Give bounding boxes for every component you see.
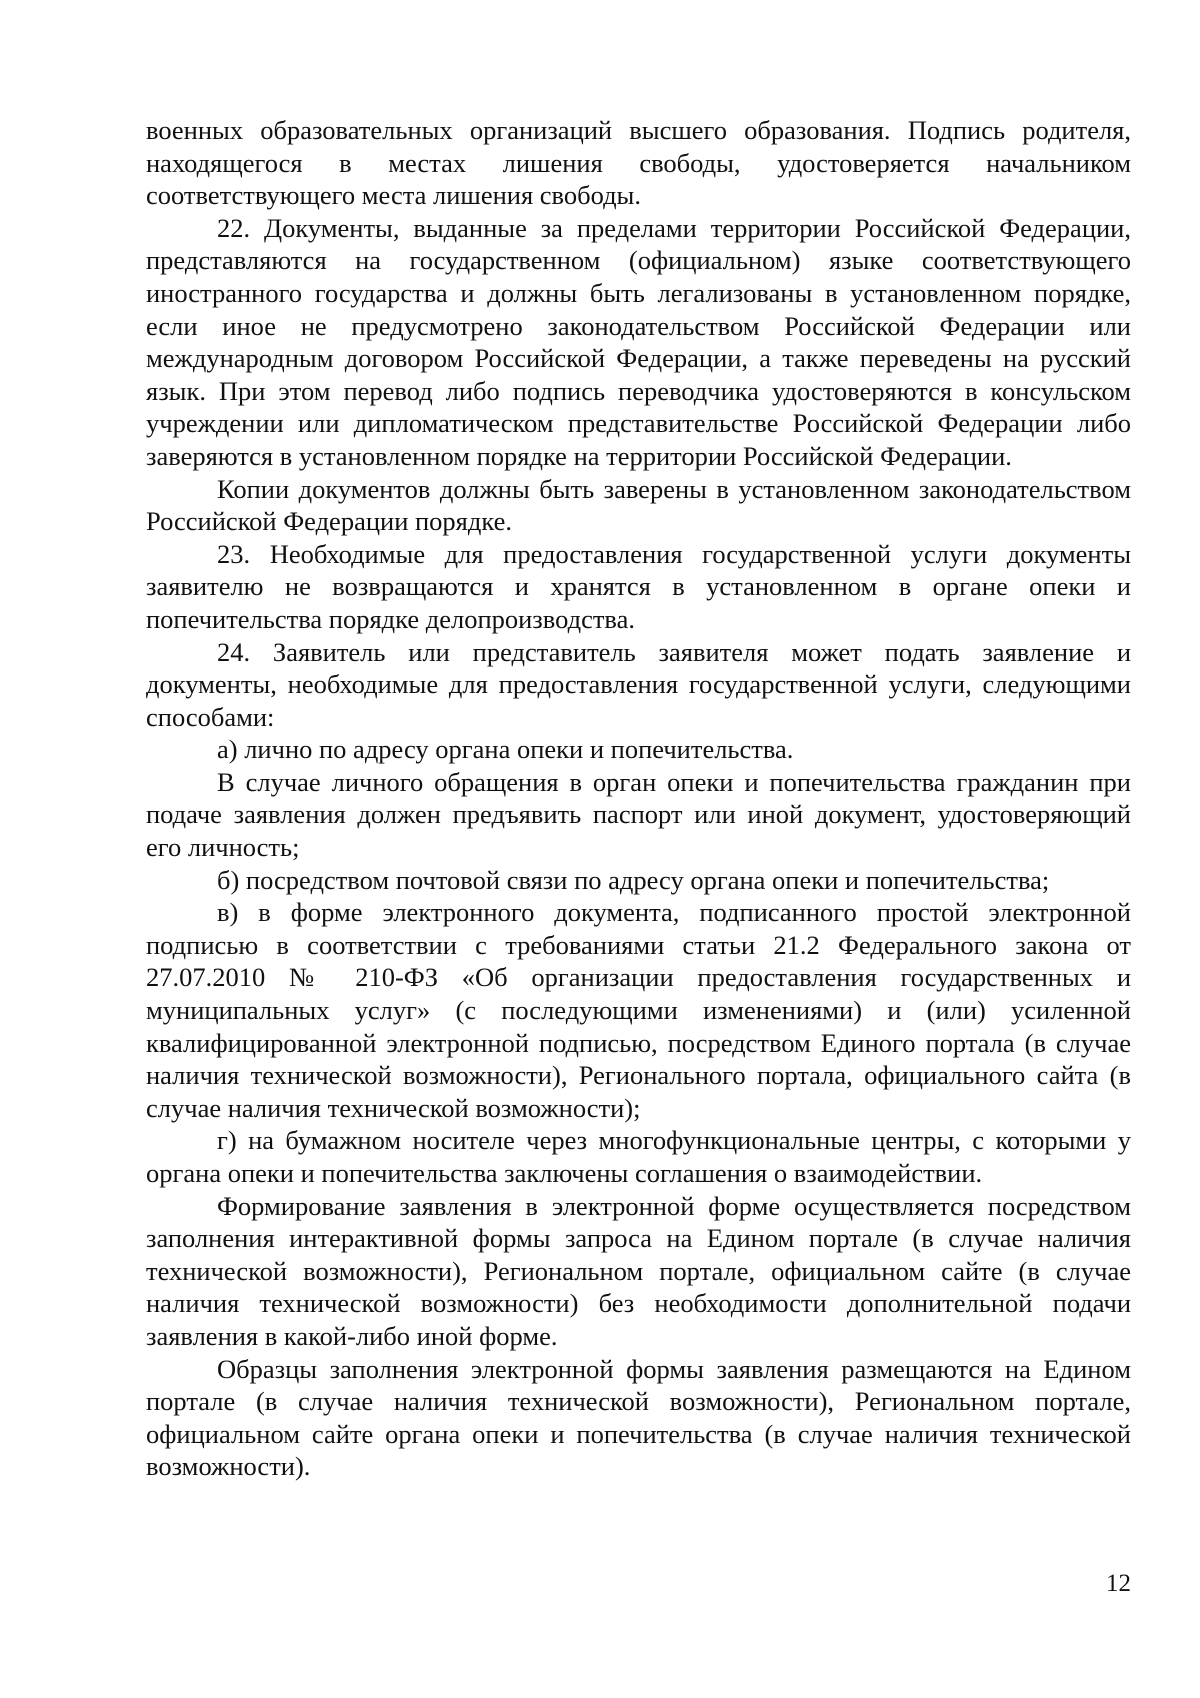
paragraph-copies: Копии документов должны быть заверены в установленном законодательством Российской Федерации порядке. <box>146 473 1131 537</box>
paragraph-24-v: в) в форме электронного документа, подписанного простой электронной подписью в соответствии с требованиями статьи 21.2 Федерального закона от 27.07.2010 № 210-ФЗ «Об организации предоставления государственных и муниципальных услуг» (с последующими изменениями) и (или) усиленной квалифицированной электронной подписью, посредством Единого портала (в случае наличия технической возможности), Регионального портала, официального сайта (в случае наличия технической возможности); <box>146 897 1131 1123</box>
paragraph-continuation: военных образовательных организаций высшего образования. Подпись родителя, находящегося в местах лишения свободы, удостоверяется начальником соответствующего места лишения свободы. <box>146 115 1131 211</box>
paragraph-24-g: г) на бумажном носителе через многофункциональные центры, с которыми у органа опеки и попечительства заключены соглашения о взаимодействии. <box>146 1125 1131 1188</box>
page-number: 12 <box>1106 1570 1131 1597</box>
paragraph-23: 23. Необходимые для предоставления государственной услуги документы заявителю не возвращаются и хранятся в установленном в органе опеки и попечительства порядке делопроизводства. <box>146 538 1131 634</box>
paragraph-22: 22. Документы, выданные за пределами территории Российской Федерации, представляются на государственном (официальном) языке соответствующего иностранного государства и должны быть легализованы в установленном порядке, если иное не предусмотрено законодательством Российской Федерации или международным договором Российской Федерации, а также переведены на русский язык. При этом перевод либо подпись переводчика удостоверяются в консульском учреждении или дипломатическом представительстве Российской Федерации либо заверяются в установленном порядке на территории Российской Федерации. <box>146 212 1131 471</box>
paragraph-24-b: б) посредством почтовой связи по адресу органа опеки и попечительства; <box>217 864 1050 895</box>
paragraph-24-a: а) лично по адресу органа опеки и попечительства. <box>217 734 794 765</box>
paragraph-personal-visit: В случае личного обращения в орган опеки и попечительства гражданин при подаче заявления должен предъявить паспорт или иной документ, удостоверяющий его личность; <box>146 766 1131 863</box>
paragraph-samples: Образцы заполнения электронной формы заявления размещаются на Едином портале (в случае наличия технической возможности), Региональном портале, официальном сайте органа опеки и попечительства (в случае наличия технической возможности). <box>146 1353 1131 1482</box>
document-body <box>146 114 1131 1483</box>
paragraph-electronic-form: Формирование заявления в электронной форме осуществляется посредством заполнения интерактивной формы запроса на Едином портале (в случае наличия технической возможности), Региональном портале, официальном сайте (в случае наличия технической возможности) без необходимости дополнительной подачи заявления в какой-либо иной форме. <box>146 1190 1131 1351</box>
paragraph-24: 24. Заявитель или представитель заявителя может подать заявление и документы, необходимые для предоставления государственной услуги, следующими способами: <box>146 636 1131 732</box>
